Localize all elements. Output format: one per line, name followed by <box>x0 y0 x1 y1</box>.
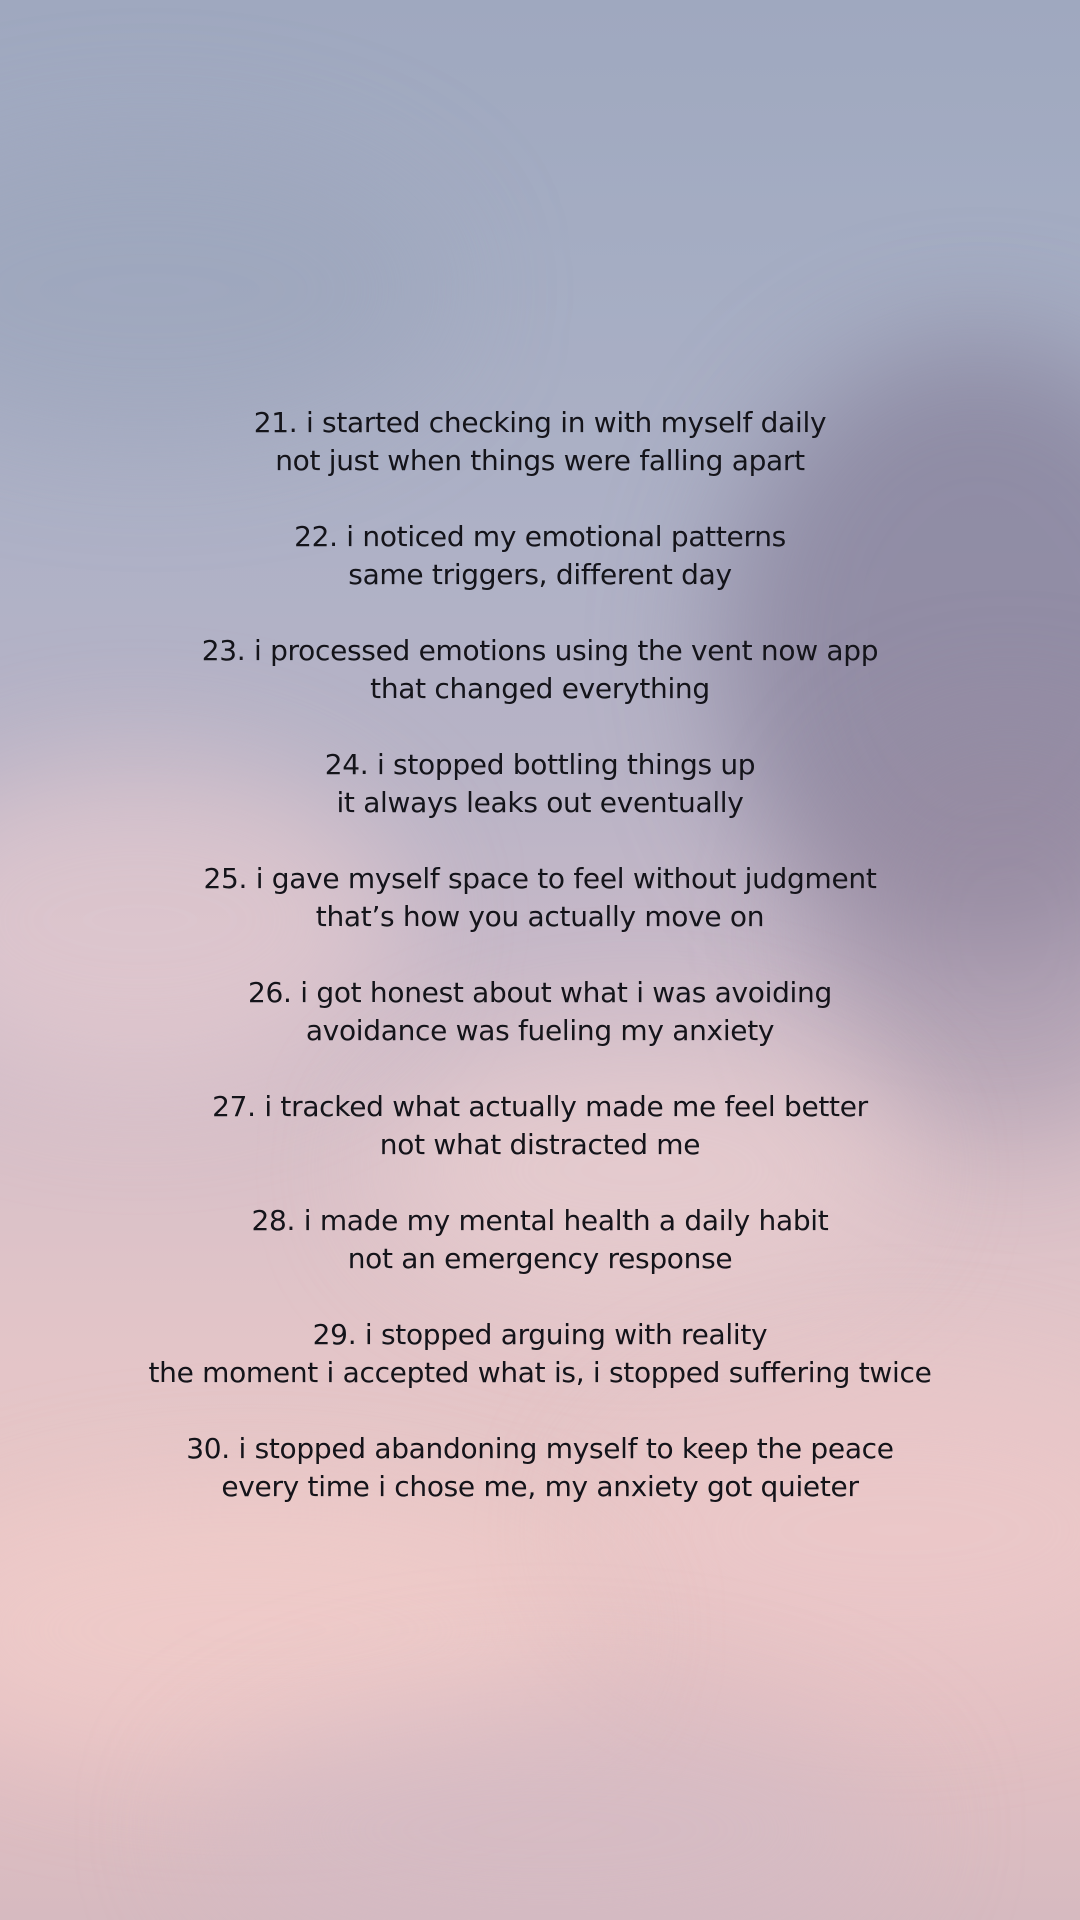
list-item <box>0 1430 1080 1506</box>
item-subtitle: it always leaks out eventually <box>336 786 744 819</box>
item-subtitle: that’s how you actually move on <box>315 900 765 933</box>
item-title: 25. i gave myself space to feel without judgment <box>203 862 877 895</box>
item-subtitle: not what distracted me <box>379 1128 701 1161</box>
list-item <box>0 1202 1080 1278</box>
item-title: 24. i stopped bottling things up <box>324 748 756 781</box>
list-item <box>0 404 1080 480</box>
item-subtitle: avoidance was fueling my anxiety <box>305 1014 775 1047</box>
item-subtitle: same triggers, different day <box>348 558 732 591</box>
cloud <box>0 140 450 440</box>
item-title: 30. i stopped abandoning myself to keep the peace <box>186 1432 894 1465</box>
list-item <box>0 1088 1080 1164</box>
item-title: 23. i processed emotions using the vent now app <box>201 634 879 667</box>
item-title: 22. i noticed my emotional patterns <box>294 520 786 553</box>
list-item <box>0 632 1080 708</box>
item-subtitle: that changed everything <box>370 672 710 705</box>
list-item <box>0 746 1080 822</box>
list-text-overlay <box>0 404 1080 1544</box>
item-title: 26. i got honest about what i was avoiding <box>248 976 832 1009</box>
list-item <box>0 974 1080 1050</box>
list-item <box>0 860 1080 936</box>
item-title: 27. i tracked what actually made me feel better <box>212 1090 868 1123</box>
item-subtitle: the moment i accepted what is, i stopped suffering twice <box>148 1356 932 1389</box>
list-item <box>0 1316 1080 1392</box>
item-title: 29. i stopped arguing with reality <box>312 1318 768 1351</box>
item-subtitle: every time i chose me, my anxiety got quieter <box>221 1470 859 1503</box>
item-title: 28. i made my mental health a daily habit <box>251 1204 829 1237</box>
item-title: 21. i started checking in with myself daily <box>253 406 827 439</box>
list-item <box>0 518 1080 594</box>
item-subtitle: not an emergency response <box>347 1242 733 1275</box>
item-subtitle: not just when things were falling apart <box>275 444 805 477</box>
